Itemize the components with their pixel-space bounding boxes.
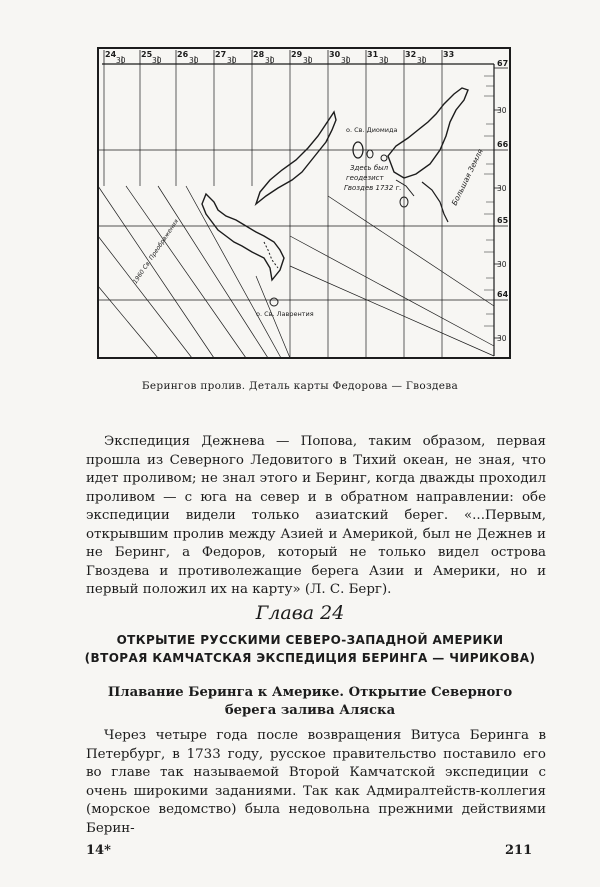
- gvozdev-label-line: геодезист: [346, 174, 384, 182]
- chapter-title-line-2: (ВТОРАЯ КАМЧАТСКАЯ ЭКСПЕДИЦИЯ БЕРИНГА — ЧИРИКОВА): [84, 651, 536, 665]
- section-title: Плавание Беринга к Америке. Открытие Северного берега залива Аляска: [107, 685, 513, 718]
- top-degree-label: 27: [215, 50, 227, 59]
- top-degree-label: 26: [177, 50, 189, 59]
- lavrentiya-label: о. Св. Лаврентия: [256, 310, 314, 318]
- page-number: 211: [505, 843, 533, 858]
- st-lawrence-island-icon: [270, 298, 278, 306]
- gvozdev-label-line: Здесь был: [350, 164, 389, 172]
- top-minute-label: 30: [152, 56, 162, 65]
- top-degree-label: 33: [443, 50, 455, 59]
- right-minute-label: 30: [497, 106, 507, 115]
- top-minute-label: 30: [417, 56, 427, 65]
- paragraph-bering-1733: Через четыре года после возвращения Витуса Беринга в Петербург, в 1733 году, русское правительство поставило его во главе так называемой Второй Камчатской экспедиции с очень широкими заданиями. Так как Адмиралтейств-коллегия (морское ведомство) была недовольна прежними действиями Берин-: [86, 728, 546, 836]
- graticule-parallels: [98, 150, 494, 300]
- small-island-icon: [381, 155, 387, 161]
- top-minute-label: 30: [189, 56, 199, 65]
- top-minute-label: 30: [265, 56, 275, 65]
- rhumb-lines: [98, 186, 494, 358]
- small-island-icon: [367, 150, 373, 158]
- america-coastline: [388, 88, 468, 178]
- asia-northeast-coast: [256, 112, 336, 204]
- right-degree-label: 66: [497, 140, 509, 149]
- right-minute-label: 30: [497, 184, 507, 193]
- map-caption: Берингов пролив. Деталь карты Федорова — Гвоздева: [141, 380, 459, 392]
- right-minute-label: 30: [497, 260, 507, 269]
- top-minute-label: 30: [227, 56, 237, 65]
- top-minute-label: 30: [379, 56, 389, 65]
- bolshaya-zemlya-label: Большая Земля: [449, 147, 485, 207]
- paragraph-dezhnev: Экспедиция Дежнева — Попова, таким образом, первая прошла из Северного Ледовитого в Тихий океан, не зная, что идет проливом; не знал этого и Беринг, когда дважды проходил проливом — с юга на север и в обратном направлении: обе экспедиции видели только азиатский берег. «...Первым, открывшим пролив между Азией и Америкой, был не Дежнев и не Беринг, а Федоров, который не только видел острова Гвоздева и противолежащие берега Азии и Америки, но и первый положил их на карту» (Л. С. Берг).: [86, 434, 546, 597]
- right-minute-label: 30: [497, 334, 507, 343]
- signature-mark: 14*: [86, 843, 111, 858]
- top-degree-label: 28: [253, 50, 265, 59]
- top-minute-label: 30: [341, 56, 351, 65]
- top-minute-label: 30: [303, 56, 313, 65]
- top-minute-label: 30: [116, 56, 126, 65]
- top-degree-label: 30: [329, 50, 341, 59]
- top-degree-label: 31: [367, 50, 379, 59]
- top-degree-label: 29: [291, 50, 303, 59]
- top-degree-label: 32: [405, 50, 417, 59]
- right-degree-label: 67: [497, 59, 509, 68]
- top-degree-label: 25: [141, 50, 153, 59]
- chapter-title-line-1: ОТКРЫТИЕ РУССКИМИ СЕВЕРО-ЗАПАДНОЙ АМЕРИКИ: [116, 633, 504, 647]
- top-degree-label: 24: [105, 50, 117, 59]
- chapter-number: Глава 24: [255, 602, 345, 624]
- right-degree-label: 64: [497, 290, 509, 299]
- right-degree-label: 65: [497, 216, 509, 225]
- diomid-label: о. Св. Диомида: [346, 126, 398, 134]
- preobrazheniya-label: 1960 Св. Преображения: [131, 218, 181, 286]
- gvozdev-label-line: Гвоздев 1732 г.: [344, 184, 402, 192]
- bering-strait-map: [96, 46, 512, 360]
